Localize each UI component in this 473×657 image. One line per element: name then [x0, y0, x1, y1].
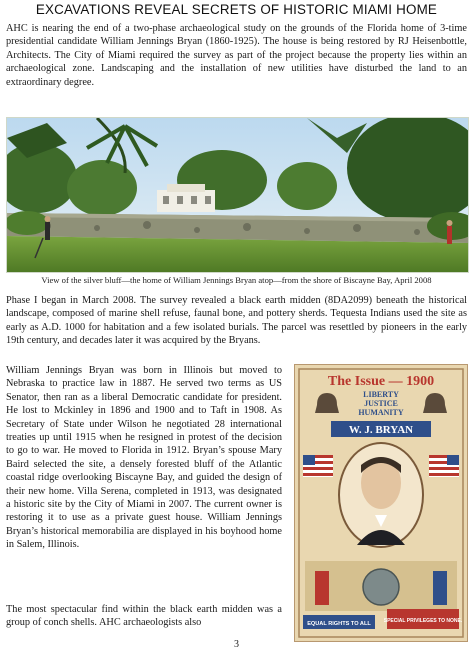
poster-humanity: HUMANITY [358, 408, 404, 417]
us-flag-icon [429, 455, 459, 477]
phase-paragraph: Phase I began in March 2008. The survey revealed a black earth midden (8DA2099) beneath the historical landscape, composed of marine shell refuse, faunal bone, and pottery sherds. Tequesta Indians used the site as early as A.D. 1000 for habitation and a few isolated burials. The parcel was resettled by pioneers in the early 19th century, and decades later it was acquired by the Bryans. [6, 295, 467, 347]
intro-paragraph: AHC is nearing the end of a two-phase archaeological study on the grounds of the Florida home of 3-time presidential candidate William Jennings Bryan (1860-1925). The house is being restored by RJ Heisenbottle, Architects. The City of Miami required the survey as part of the project because the property lies within an archaeological zone. Landscaping and the installation of new utilities have disturbed the land to an extraordinary degree. [6, 23, 467, 88]
bio-paragraph: William Jennings Bryan was born in Illinois but moved to Nebraska to practice law in 1887. He served two terms as US Senator, then ran as a liberal Democratic candidate for president. He lost to Mckinley in 1896 and 1900 and to Taft in 1908. As Secretary of State under Wilson he negotiated 28 international treaties up until 1915 when he resigned in protest of the decision to go to war. He moved to Florida in 1912. Bryan’s spouse Mary Baird selected the site, a densely forested bluff of the Atlantic coastal ridge overlooking Biscayne Bay, and guided the design of their new home. Villa Serena, completed in 1913, was designated a historic site by the City of Miami in 2007. The current owner is restoring it to use as a private guest house. William Jennings Bryan’s historical memorabilia are displayed in his boyhood home in Salem, Illinois. [6, 365, 282, 551]
poster-right-banner: SPECIAL PRIVILEGES TO NONE. [383, 618, 463, 624]
closing-paragraph: The most spectacular find within the black earth midden was a group of conch shells. AHC archaeologists also [6, 604, 282, 629]
bluff-photo [6, 117, 469, 273]
poster-art [295, 365, 467, 641]
article-title: EXCAVATIONS REVEAL SECRETS OF HISTORIC MIAMI HOME [35, 2, 438, 17]
poster-name: W. J. BRYAN [348, 424, 414, 436]
bryan-campaign-poster [294, 364, 468, 642]
bluff-photo-art [7, 118, 468, 272]
poster-liberty: LIBERTY [363, 390, 399, 399]
poster-left-banner: EQUAL RIGHTS TO ALL [307, 621, 371, 627]
us-flag-icon [303, 455, 333, 477]
poster-justice: JUSTICE [364, 399, 398, 408]
seal-icon [363, 569, 399, 605]
poster-headline: The Issue — 1900 [327, 374, 435, 389]
photo-caption: View of the silver bluff—the home of William Jennings Bryan atop—from the shore of Biscayne Bay, April 2008 [41, 275, 432, 285]
page-number: 3 [234, 639, 239, 650]
